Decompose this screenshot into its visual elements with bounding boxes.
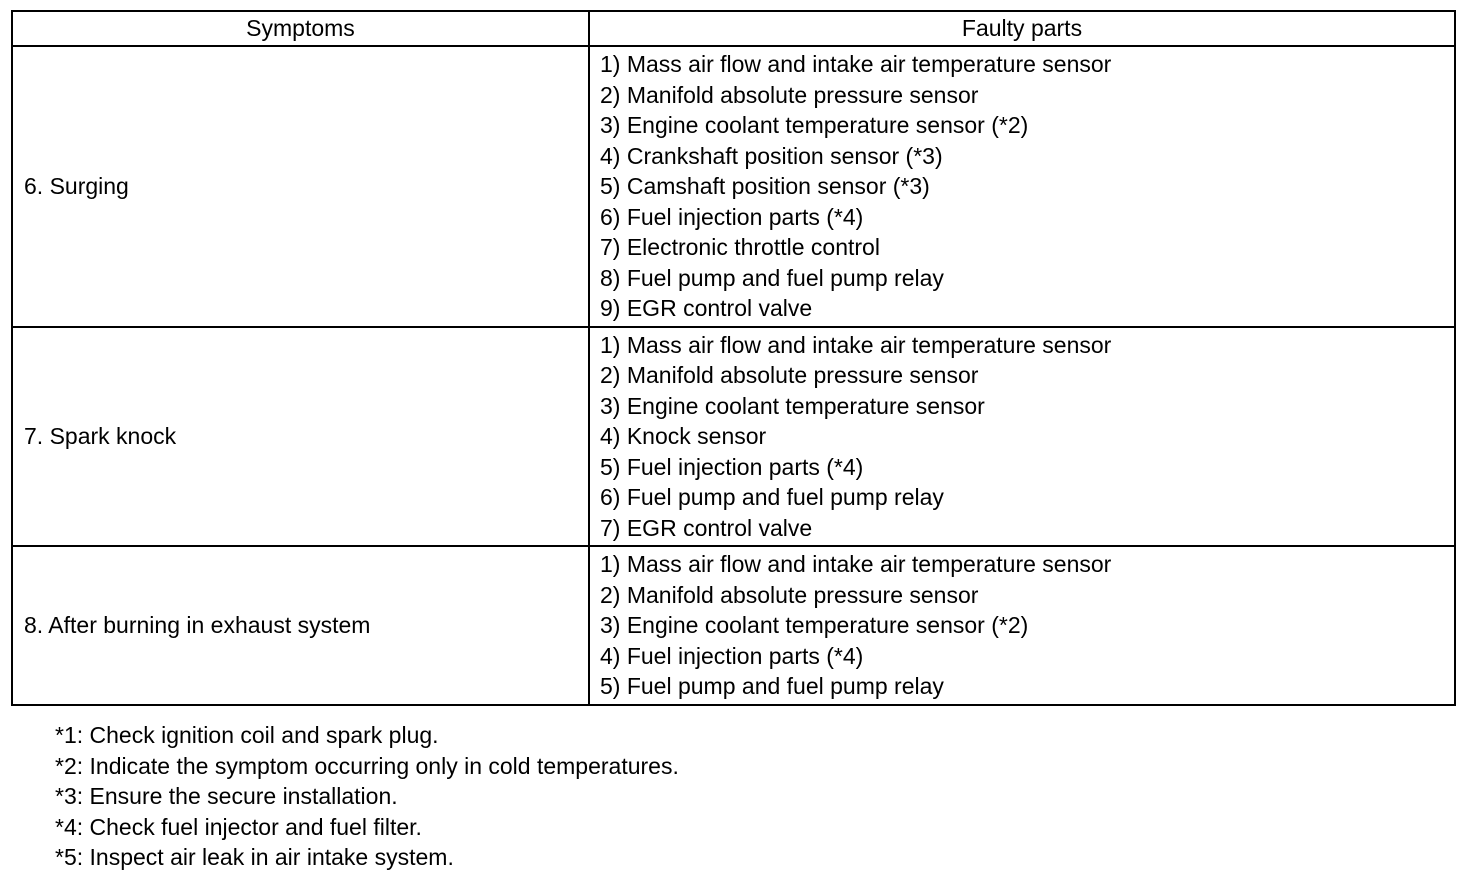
faulty-parts-list bbox=[600, 549, 1454, 702]
faulty-part-item: 5) Fuel pump and fuel pump relay bbox=[600, 673, 944, 699]
header-symptoms: Symptoms bbox=[12, 11, 589, 46]
faulty-parts-list bbox=[600, 49, 1454, 324]
faulty-part-item: 6) Fuel injection parts (*4) bbox=[600, 203, 864, 230]
footnote: *2: Indicate the symptom occurring only in cold temperatures. bbox=[55, 752, 679, 779]
symptom-cell: 6. Surging bbox=[12, 46, 589, 327]
faulty-part-item: 7) EGR control valve bbox=[600, 514, 813, 541]
faulty-part-item: 4) Crankshaft position sensor (*3) bbox=[600, 142, 943, 169]
faulty-part-item: 2) Manifold absolute pressure sensor bbox=[600, 81, 979, 108]
faulty-part-item: 4) Knock sensor bbox=[600, 423, 767, 449]
faulty-part-item: 1) Mass air flow and intake air temperature sensor bbox=[600, 51, 1112, 77]
table-row bbox=[12, 46, 1455, 327]
footnote: *3: Ensure the secure installation. bbox=[55, 783, 398, 810]
faulty-part-item: 1) Mass air flow and intake air temperature sensor bbox=[600, 331, 1112, 358]
symptoms-table bbox=[11, 10, 1456, 706]
table-header-row bbox=[12, 11, 1455, 46]
faulty-parts-cell bbox=[589, 327, 1455, 547]
footnotes bbox=[55, 720, 679, 873]
faulty-part-item: 3) Engine coolant temperature sensor (*2) bbox=[600, 112, 1029, 138]
faulty-part-item: 3) Engine coolant temperature sensor (*2) bbox=[600, 612, 1029, 638]
faulty-part-item: 5) Camshaft position sensor (*3) bbox=[600, 173, 930, 199]
footnote: *4: Check fuel injector and fuel filter. bbox=[55, 813, 422, 840]
faulty-parts-cell bbox=[589, 46, 1455, 327]
symptom-cell: 8. After burning in exhaust system bbox=[12, 546, 589, 705]
header-faulty-parts: Faulty parts bbox=[589, 11, 1455, 46]
table-row bbox=[12, 546, 1455, 705]
footnote: *5: Inspect air leak in air intake system. bbox=[55, 844, 454, 871]
faulty-part-item: 3) Engine coolant temperature sensor bbox=[600, 392, 985, 419]
symptom-cell: 7. Spark knock bbox=[12, 327, 589, 547]
faulty-part-item: 8) Fuel pump and fuel pump relay bbox=[600, 264, 944, 291]
faulty-part-item: 9) EGR control valve bbox=[600, 295, 813, 321]
faulty-part-item: 1) Mass air flow and intake air temperature sensor bbox=[600, 551, 1112, 577]
footnote: *1: Check ignition coil and spark plug. bbox=[55, 722, 439, 748]
faulty-part-item: 7) Electronic throttle control bbox=[600, 234, 880, 260]
faulty-part-item: 2) Manifold absolute pressure sensor bbox=[600, 362, 979, 388]
faulty-part-item: 4) Fuel injection parts (*4) bbox=[600, 642, 864, 669]
faulty-parts-list bbox=[600, 330, 1454, 544]
table-row bbox=[12, 327, 1455, 547]
faulty-parts-cell bbox=[589, 546, 1455, 705]
faulty-part-item: 5) Fuel injection parts (*4) bbox=[600, 453, 864, 480]
faulty-part-item: 6) Fuel pump and fuel pump relay bbox=[600, 484, 944, 510]
faulty-part-item: 2) Manifold absolute pressure sensor bbox=[600, 581, 979, 608]
